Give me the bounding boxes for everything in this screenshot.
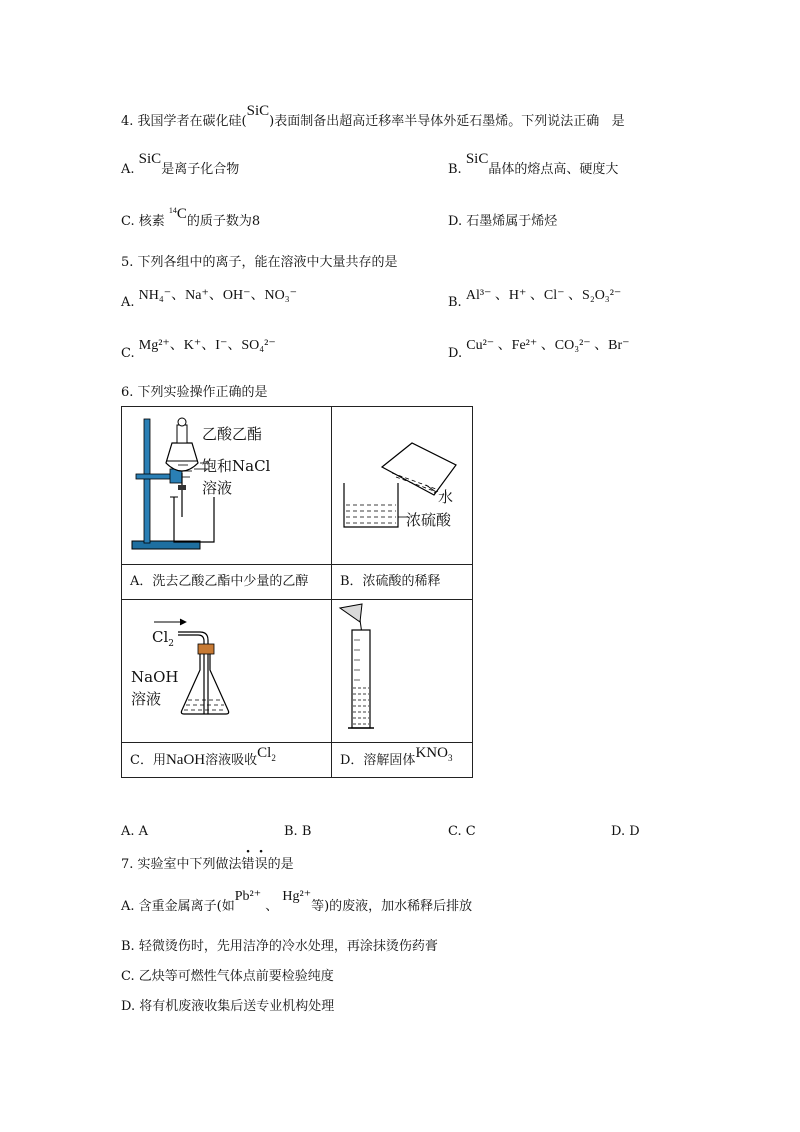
q6-option-d: D. D <box>611 824 640 839</box>
figure-d-cell <box>332 600 473 743</box>
figure-a-label-ethyl-acetate: 乙酸乙酯 <box>202 425 263 443</box>
figure-a-label-nacl: 饱和NaCl <box>202 457 271 475</box>
experiment-table <box>121 406 473 778</box>
q5-option-c-ions: Mg²⁺、K⁺、I⁻、SO₄²⁻ <box>138 338 276 353</box>
q4-option-c <box>121 206 261 230</box>
figure-a-cell <box>122 407 332 565</box>
q4-option-b-prefix: B. <box>448 162 462 177</box>
caption-a: A．洗去乙酸乙酯中少量的乙醇 <box>130 574 309 589</box>
caption-b: B．浓硫酸的稀释 <box>340 574 441 589</box>
figure-a-label-solution: 溶液 <box>202 479 233 497</box>
q7-option-c: C. 乙炔等可燃性气体点前要检验纯度 <box>121 969 334 984</box>
caption-c-naoh: NaOH <box>165 752 206 768</box>
caption-c-cell <box>122 743 332 778</box>
q4-option-b <box>448 151 619 178</box>
caption-d-kno3 <box>415 745 452 761</box>
caption-a-cell <box>122 565 332 600</box>
figure-c-cell <box>122 600 332 743</box>
q6-option-a: A. A <box>121 824 149 839</box>
caption-d-subscript: 3 <box>447 753 453 763</box>
q6-option-b: B. B <box>284 824 312 839</box>
caption-c-middle: 溶液吸收 <box>205 753 258 768</box>
caption-b-cell <box>332 565 473 600</box>
q4-option-d-text: D. 石墨烯属于烯烃 <box>448 214 558 229</box>
q4-formula: SiC <box>246 103 270 119</box>
q5-stem: 5. 下列各组中的离子，能在溶液中大量共存的是 <box>121 255 398 270</box>
caption-d <box>332 743 472 777</box>
q4-option-a-prefix: A. <box>121 162 135 177</box>
figure-c-label-gas <box>152 628 175 649</box>
q7-stem-emphasis-2: 误 <box>254 857 268 872</box>
caption-d-formula: KNO <box>415 745 448 761</box>
figure-b-label-acid: 浓硫酸 <box>406 511 452 529</box>
q5-option-b-prefix: B. <box>448 295 462 310</box>
q5-option-d-ions: Cu²⁻ 、Fe²⁺ 、CO₃²⁻ 、Br⁻ <box>466 338 630 353</box>
caption-c-cl-symbol: Cl <box>257 745 272 761</box>
q4-stem-c: 是 <box>611 114 625 129</box>
q4-stem-b: )表面制备出超高迁移率半导体外延石墨烯。下列说法正确 <box>269 114 600 129</box>
caption-c-cl-subscript: 2 <box>271 753 276 763</box>
caption-d-cell <box>332 743 473 778</box>
q4-option-c-prefix: C. 核素 <box>121 214 165 229</box>
graduated-cylinder-illustration <box>332 600 472 742</box>
q7-option-d: D. 将有机废液收集后送专业机构处理 <box>121 999 335 1014</box>
q6-option-c: C. C <box>448 824 476 839</box>
q5-option-d <box>448 338 630 362</box>
q4-option-c-symbol: C <box>176 206 187 222</box>
q5-option-a-prefix: A. <box>121 295 135 310</box>
q4-option-a-formula: SiC <box>138 151 162 167</box>
q7-option-a-hg: Hg²⁺ <box>282 889 312 904</box>
q4-stem-a: 4. 我国学者在碳化硅( <box>121 114 247 129</box>
q4-option-a <box>121 151 240 178</box>
q4-stem <box>121 103 625 130</box>
q4-option-b-text: 晶体的熔点高、硬度大 <box>488 162 619 177</box>
q4-option-c-mass: 14 <box>168 206 177 215</box>
figure-c-gas-subscript: 2 <box>168 639 175 649</box>
q7-option-a-separator: 、 <box>265 899 279 914</box>
q5-option-c <box>121 338 276 362</box>
q7-option-a-text: 等)的废液，加水稀释后排放 <box>311 899 473 914</box>
q6-stem: 6. 下列实验操作正确的是 <box>121 385 268 400</box>
q5-option-b-ions: Al³⁻ 、H⁺ 、Cl⁻ 、S₂O₃²⁻ <box>465 288 622 303</box>
q7-stem-a: 7. 实验室中下列做法 <box>121 857 242 872</box>
figure-d <box>332 600 472 742</box>
figure-c-gas-symbol: Cl <box>152 628 169 646</box>
q5-option-a-ions: NH₄⁻、Na⁺、OH⁻、NO₃⁻ <box>138 288 297 303</box>
q7-option-a <box>121 889 473 915</box>
figure-c-label-solution: 溶液 <box>131 690 162 708</box>
q5-option-d-prefix: D. <box>448 346 463 361</box>
figure-b <box>332 407 472 564</box>
figure-b-cell <box>332 407 473 565</box>
caption-c <box>122 743 331 777</box>
q4-option-c-text: 的质子数为8 <box>186 214 261 229</box>
figure-c <box>122 600 331 742</box>
caption-d-prefix: D．溶解固体 <box>340 753 416 768</box>
q4-option-d <box>448 210 557 229</box>
caption-c-prefix: C．用 <box>130 753 166 768</box>
q7-stem <box>121 853 294 872</box>
figure-b-label-water: 水 <box>438 488 454 506</box>
q4-option-b-formula: SiC <box>465 151 489 167</box>
figure-c-label-naoh: NaOH <box>131 668 179 686</box>
q5-option-b <box>448 288 622 311</box>
q7-option-b: B. 轻微烫伤时，先用洁净的冷水处理，再涂抹烫伤药膏 <box>121 939 438 954</box>
q5-option-c-prefix: C. <box>121 346 135 361</box>
figure-a <box>122 407 331 564</box>
q7-stem-emphasis-1: 错 <box>241 857 255 872</box>
q7-stem-b: 的是 <box>267 857 294 872</box>
caption-c-cl2 <box>257 745 276 761</box>
q7-option-a-pb: Pb²⁺ <box>234 889 262 904</box>
q4-option-a-text: 是离子化合物 <box>161 162 240 177</box>
q7-option-a-prefix: A. 含重金属离子(如 <box>121 899 235 914</box>
q5-option-a <box>121 288 297 311</box>
